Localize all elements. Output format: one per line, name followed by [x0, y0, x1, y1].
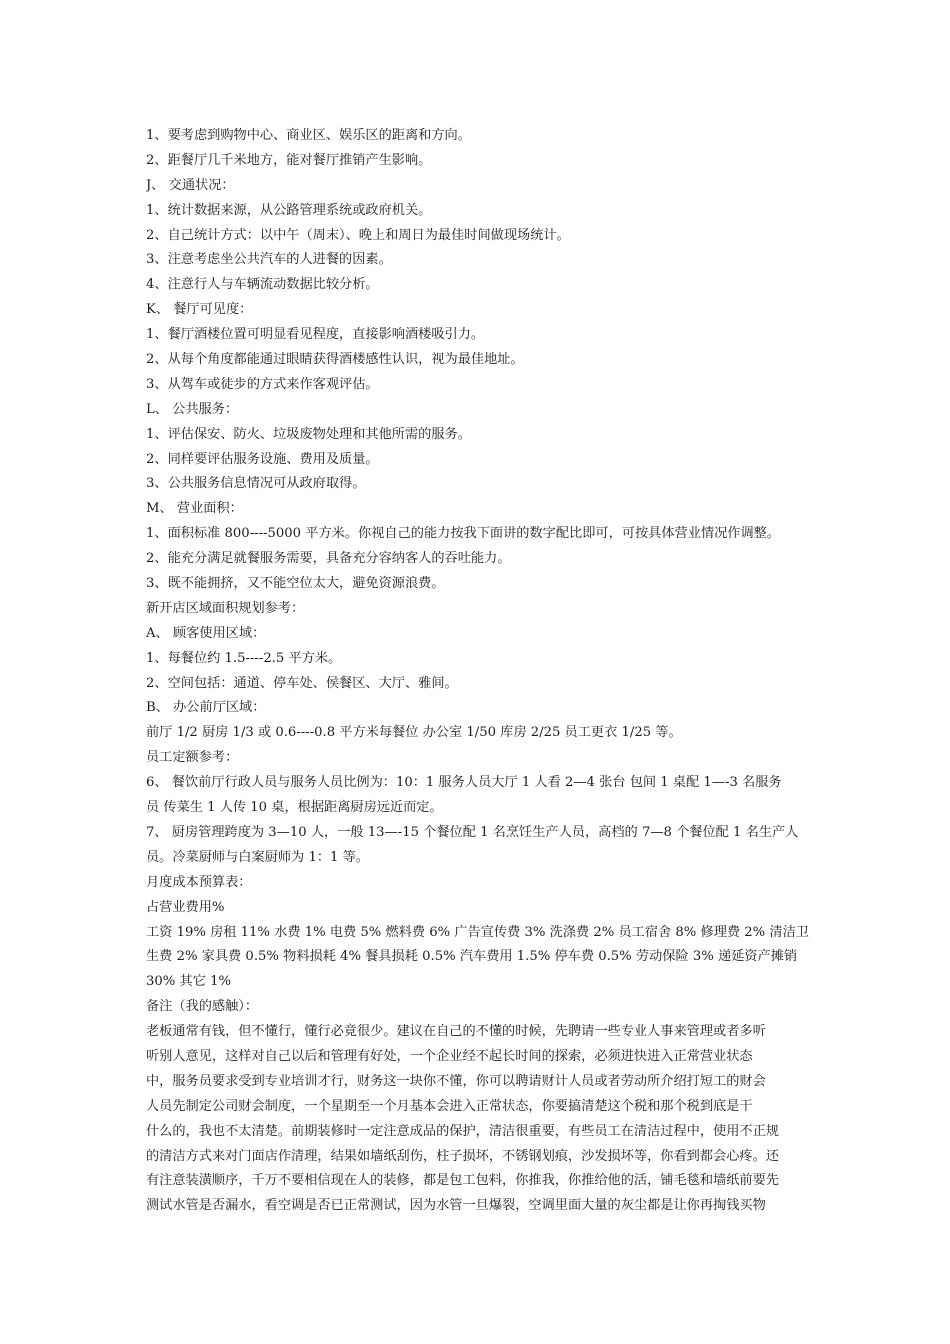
text-line: 6、 餐饮前厅行政人员与服务人员比例为：10：1 服务人员大厅 1 人看 2—4 张台 包间 1 桌配 1—-3 名服务: [146, 775, 782, 791]
text-line: 月度成本预算表：: [146, 874, 252, 890]
text-line: M、 营业面积：: [146, 501, 243, 517]
text-line: L、 公共服务：: [146, 401, 239, 417]
text-line: 备注（我的感触）：: [146, 999, 259, 1015]
text-line: 3、既不能拥挤，又不能空位太大，避免资源浪费。: [146, 576, 445, 592]
text-line: K、 餐厅可见度：: [146, 302, 253, 318]
text-line: 3、公共服务信息情况可从政府取得。: [146, 476, 366, 492]
text-line: 人员先制定公司财会制度，一个星期至一个月基本会进入正常状态，你要搞清楚这个税和那个税到底是干: [146, 1098, 753, 1114]
text-line: J、 交通状况：: [146, 177, 235, 193]
text-line: 生费 2% 家具费 0.5% 物料损耗 4% 餐具损耗 0.5% 汽车费用 1.5% 停车费 0.5% 劳动保险 3% 递延资产摊销: [146, 949, 798, 965]
text-line: 2、距餐厅几千米地方，能对餐厅推销产生影响。: [146, 152, 432, 168]
text-line: 1、统计数据来源，从公路管理系统或政府机关。: [146, 202, 432, 218]
text-line: 7、 厨房管理跨度为 3—10 人，一般 13—-15 个餐位配 1 名烹饪生产人员，高档的 7—8 个餐位配 1 名生产人: [146, 824, 799, 840]
text-line: 1、面积标准 800----5000 平方米。你视自己的能力按我下面讲的数字配比即可，可按具体营业情况作调整。: [146, 526, 781, 542]
document-body: [146, 124, 810, 1219]
text-line: 3、注意考虑坐公共汽车的人进餐的因素。: [146, 252, 392, 268]
text-line: B、 办公前厅区域：: [146, 700, 266, 716]
text-line: 1、餐厅酒楼位置可明显看见程度，直接影响酒楼吸引力。: [146, 327, 485, 343]
text-line: 占营业费用%: [146, 899, 225, 915]
text-line: 1、评估保安、防火、垃圾废物处理和其他所需的服务。: [146, 426, 471, 442]
text-line: 有注意装潢顺序，千万不要相信现在人的装修，都是包工包料，你推我，你推给他的活，铺毛毯和墙纸前要先: [146, 1173, 779, 1189]
text-line: 4、注意行人与车辆流动数据比较分析。: [146, 277, 379, 293]
text-line: 什么的，我也不太清楚。前期装修时一定注意成品的保护，清洁很重要，有些员工在清洁过程中，使用不正规: [146, 1123, 779, 1139]
text-line: 员 传菜生 1 人传 10 桌，根据距离厨房远近而定。: [146, 800, 443, 816]
text-line: 新开店区域面积规划参考：: [146, 600, 305, 616]
text-line: 员。冷菜厨师与白案厨师为 1：1 等。: [146, 849, 369, 865]
text-line: 30% 其它 1%: [146, 974, 231, 990]
text-line: 前厅 1/2 厨房 1/3 或 0.6----0.8 平方米每餐位 办公室 1/50 库房 2/25 员工更衣 1/25 等。: [146, 725, 682, 741]
text-line: 3、从驾车或徒步的方式来作客观评估。: [146, 376, 379, 392]
text-line: 测试水管是否漏水，看空调是否已正常测试，因为水管一旦爆裂，空调里面大量的灰尘都是让你再掏钱买物: [146, 1198, 766, 1214]
text-line: 老板通常有钱，但不懂行，懂行必竟很少。建议在自己的不懂的时候，先聘请一些专业人事来管理或者多听: [146, 1024, 766, 1040]
text-line: 1、要考虑到购物中心、商业区、娱乐区的距离和方向。: [146, 128, 471, 143]
text-line: 2、从每个角度都能通过眼睛获得酒楼感性认识，视为最佳地址。: [146, 352, 524, 368]
text-line: 2、能充分满足就餐服务需要，具备充分容纳客人的吞吐能力。: [146, 551, 511, 567]
text-line: 2、自己统计方式：以中午（周末）、晚上和周日为最佳时间做现场统计。: [146, 227, 570, 243]
text-line: 2、空间包括：通道、停车处、侯餐区、大厅、雅间。: [146, 675, 458, 691]
text-line: 1、每餐位约 1.5----2.5 平方米。: [146, 650, 342, 666]
text-line: 员工定额参考：: [146, 750, 239, 766]
text-line: 听别人意见，这样对自己以后和管理有好处，一个企业经不起长时间的探索，必须进快进入正常营业状态: [146, 1048, 753, 1064]
text-line: 中，服务员要求受到专业培训才行，财务这一块你不懂，你可以聘请财计人员或者劳动所介绍打短工的财会: [146, 1073, 766, 1089]
text-line: 2、同样要评估服务设施、费用及质量。: [146, 451, 379, 467]
text-line: 的清洁方式来对门面店作清理，结果如墙纸刮伤，柱子损坏，不锈钢划痕，沙发损坏等，你看到都会心疼。还: [146, 1148, 779, 1164]
text-line: A、 顾客使用区域：: [146, 625, 266, 641]
text-line: 工资 19% 房租 11% 水费 1% 电费 5% 燃料费 6% 广告宣传费 3% 洗涤费 2% 员工宿舍 8% 修理费 2% 清洁卫: [146, 924, 809, 940]
